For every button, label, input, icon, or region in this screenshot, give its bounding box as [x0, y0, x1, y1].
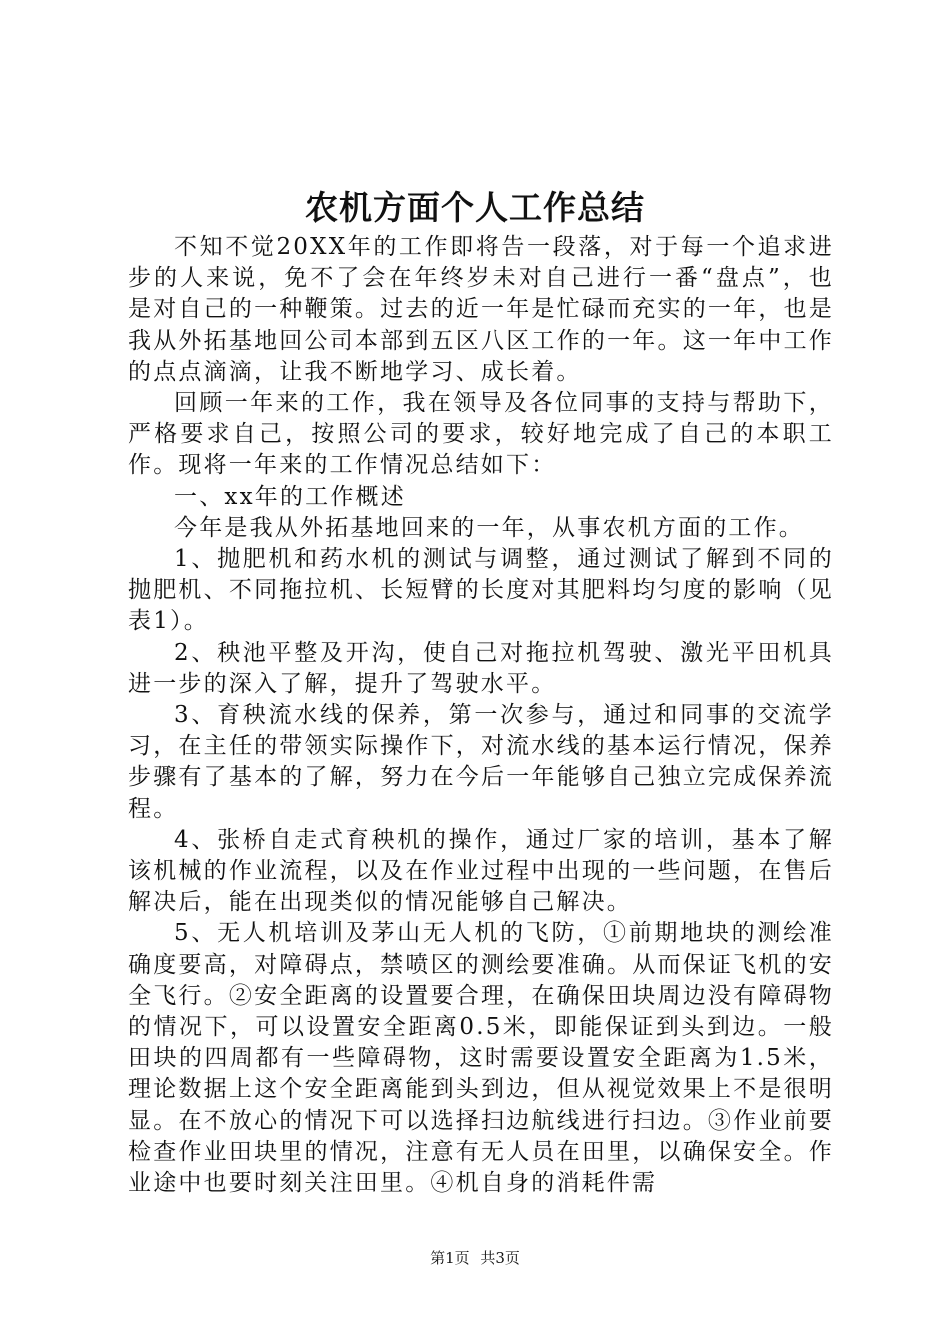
page-total: 共3页	[480, 1249, 520, 1267]
paragraph-item-2: 2、秧池平整及开沟，使自己对拖拉机驾驶、激光平田机具进一步的深入了解，提升了驾驶水平。	[128, 639, 834, 697]
paragraph-review: 回顾一年来的工作，我在领导及各位同事的支持与帮助下，严格要求自己，按照公司的要求，较好地完成了自己的本职工作。现将一年来的工作情况总结如下：	[128, 390, 834, 479]
page-number: 第1页	[430, 1249, 470, 1267]
paragraph-intro: 不知不觉20XX年的工作即将告一段落，对于每一个追求进步的人来说，免不了会在年终岁未对自己进行一番“盘点”，也是对自己的一种鞭策。过去的近一年是忙碌而充实的一年，也是我从外拓基地回公司本部到五区八区工作的一年。这一年中工作的点点滴滴，让我不断地学习、成长着。	[128, 234, 834, 385]
paragraph-item-4: 4、张桥自走式育秧机的操作，通过厂家的培训，基本了解该机械的作业流程，以及在作业过程中出现的一些问题，在售后解决后，能在出现类似的情况能够自己解决。	[128, 826, 834, 916]
paragraph-item-1: 1、抛肥机和药水机的测试与调整，通过测试了解到不同的抛肥机、不同拖拉机、长短臂的长度对其肥料均匀度的影响（见表1）。	[128, 546, 834, 635]
paragraph-item-3: 3、育秧流水线的保养，第一次参与，通过和同事的交流学习，在主任的带领实际操作下，对流水线的基本运行情况，保养步骤有了基本的了解，努力在今后一年能够自己独立完成保养流程。	[128, 702, 834, 822]
page-footer	[0, 1248, 950, 1268]
section-heading: 一、xx年的工作概述	[174, 483, 406, 510]
paragraph-item-5: 5、无人机培训及茅山无人机的飞防，①前期地块的测绘准确度要高，对障碍点，禁喷区的测绘要准确。从而保证飞机的安全飞行。②安全距离的设置要合理，在确保田块周边没有障碍物的情况下，可以设置安全距离0.5米，即能保证到头到边。一般田块的四周都有一些障碍物，这时需要设置安全距离为1.5米，理论数据上这个安全距离能到头到边，但从视觉效果上不是很明显。在不放心的情况下可以选择扫边航线进行扫边。③作业前要检查作业田块里的情况，注意有无人员在田里，以确保安全。作业途中也要时刻关注田里。④机自身的消耗件需	[128, 920, 834, 1197]
document-body	[128, 232, 834, 1199]
paragraph-overview: 今年是我从外拓基地回来的一年，从事农机方面的工作。	[174, 514, 804, 541]
document-title: 农机方面个人工作总结	[305, 188, 645, 227]
